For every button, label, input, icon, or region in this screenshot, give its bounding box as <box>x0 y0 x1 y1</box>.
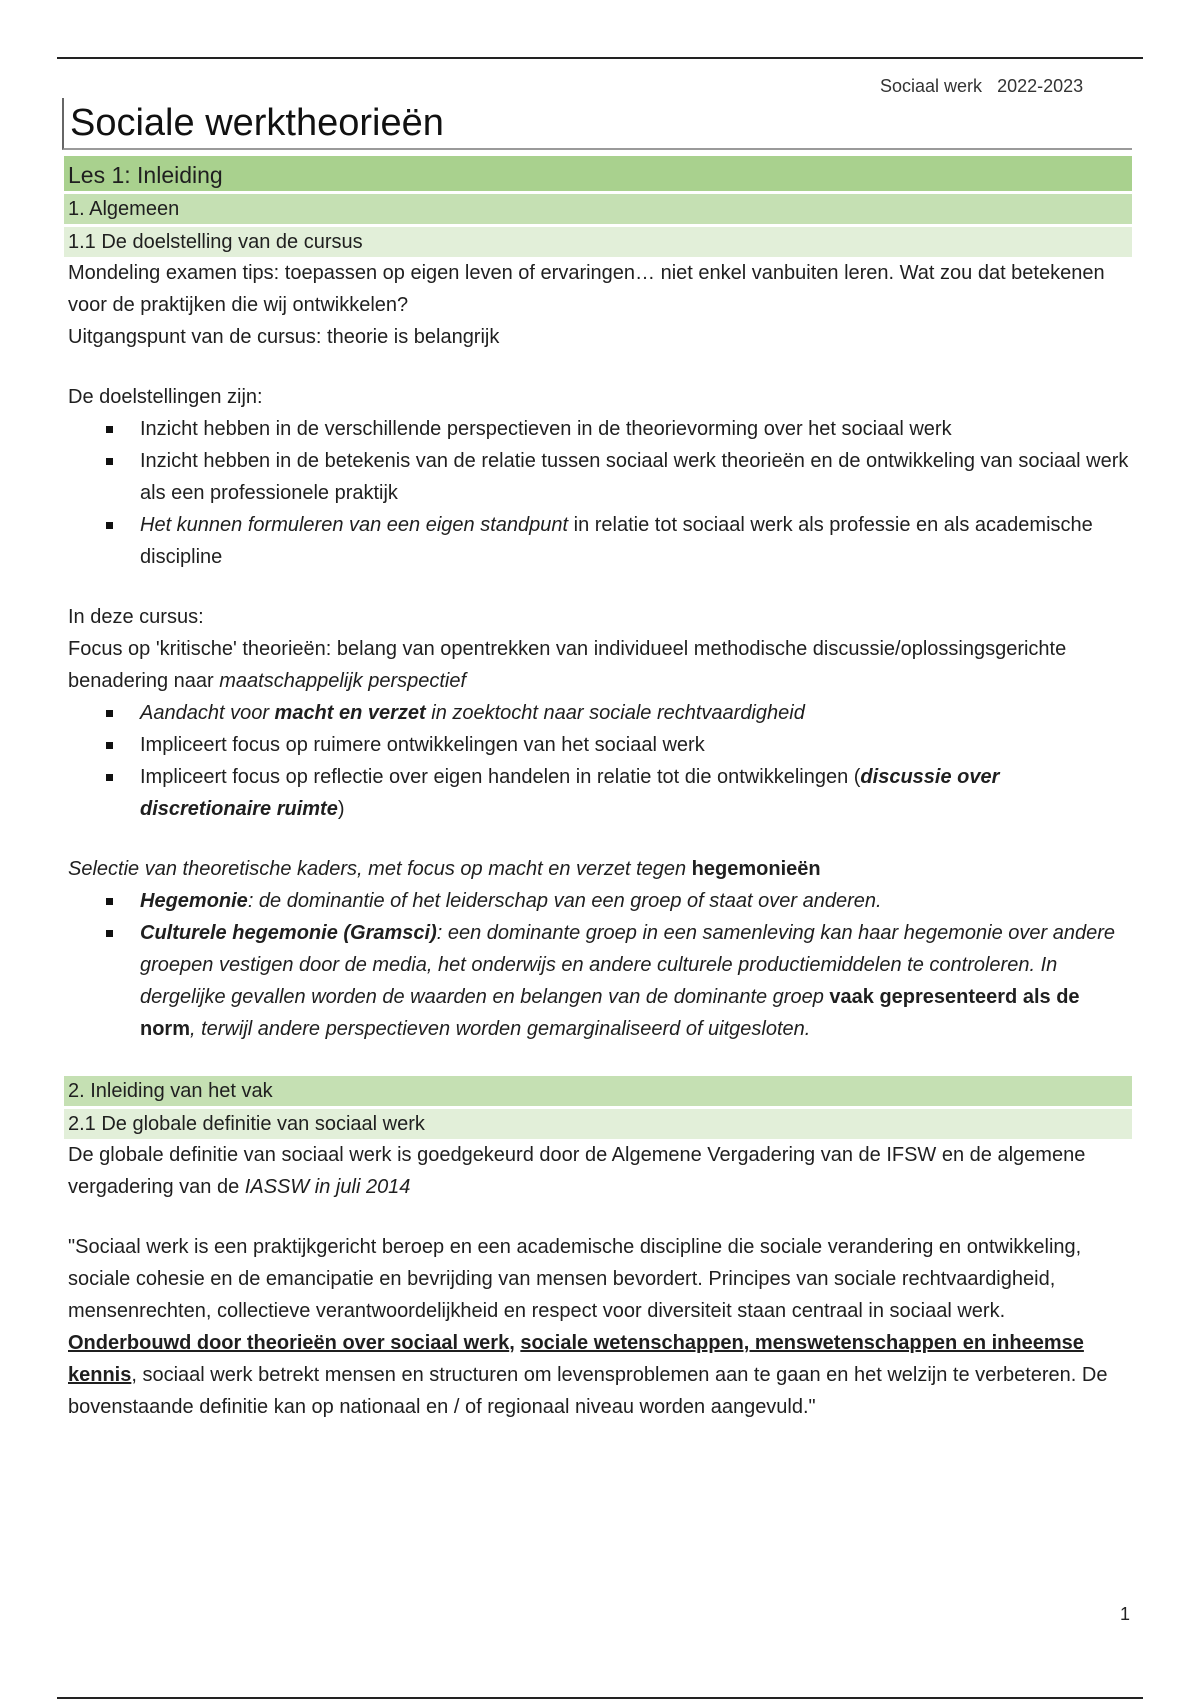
list-item: Inzicht hebben in de verschillende perspectieven in de theorievorming over het sociaal werk <box>140 413 1132 445</box>
cultural-def-bold: vaak gepresenteerd als de norm <box>140 986 1080 1040</box>
document-title: Sociale werktheorieën <box>62 98 1132 150</box>
list-item <box>140 697 1132 729</box>
b1-bold: macht en verzet <box>274 702 426 724</box>
bottom-rule <box>57 1697 1143 1699</box>
section-heading-1: 1. Algemeen <box>64 194 1132 224</box>
quote-text-b: , sociaal werk betrekt mensen en structuren om levensproblemen aan te gaan en het welzijn te verbeteren. De bovenstaande definitie kan op nationaal en / of regionaal niveau worden aangevuld." <box>68 1364 1108 1418</box>
focus-paragraph <box>68 633 1132 697</box>
running-header <box>880 76 1083 97</box>
hegemony-definition: : de dominantie of het leiderschap van een groep of staat over anderen. <box>247 890 882 912</box>
definition-intro-text: De globale definitie van sociaal werk is goedgekeurd door de Algemene Vergadering van de IFSW en de algemene vergadering van de <box>68 1144 1086 1198</box>
quote-text-a: "Sociaal werk is een praktijkgericht beroep en een academische discipline die sociale verandering en ontwikkeling, sociale cohesie en de emancipatie en bevrijding van mensen bevordert. Principes van sociale rechtvaardigheid, mensenrechten, collectieve verantwoordelijkheid en respect voor diversiteit staan centraal in sociaal werk. <box>68 1236 1082 1322</box>
header-year: 2022-2023 <box>997 76 1084 96</box>
quote-underlined-1: Onderbouwd door theorieën over sociaal werk <box>68 1332 510 1354</box>
top-rule <box>57 57 1143 59</box>
selection-paragraph <box>68 853 1132 885</box>
exam-tips-paragraph: Mondeling examen tips: toepassen op eigen leven of ervaringen… niet enkel vanbuiten leren. Wat zou dat betekenen voor de praktijken die wij ontwikkelen? <box>68 262 1105 316</box>
goals-intro: De doelstellingen zijn: <box>68 386 263 408</box>
list-item: Impliceert focus op ruimere ontwikkelingen van het sociaal werk <box>140 729 1132 761</box>
b3-text-a: Impliceert focus op reflectie over eigen handelen in relatie tot die ontwikkelingen ( <box>140 766 861 788</box>
hegemony-list <box>68 885 1132 1045</box>
focus-emphasis: maatschappelijk perspectief <box>219 670 467 692</box>
definition-intro-paragraph <box>68 1139 1132 1203</box>
cultural-def-a: : een dominante groep in een samenleving kan haar hegemonie over andere groepen vestigen door de media, het onderwijs en andere culturele productiemiddelen te controleren. In dergelijke gevallen worden de waarden en belangen van de dominante groep <box>140 922 1115 1008</box>
definition-intro-emphasis: IASSW in juli 2014 <box>244 1176 411 1198</box>
list-item <box>140 885 1132 917</box>
goal3-text: in relatie tot sociaal werk als professie en als academische discipline <box>140 514 1093 568</box>
starting-point-paragraph: Uitgangspunt van de cursus: theorie is belangrijk <box>68 326 500 348</box>
page-content <box>68 98 1132 1423</box>
cultural-hegemony-term: Culturele hegemonie (Gramsci) <box>140 922 437 944</box>
lesson-heading: Les 1: Inleiding <box>64 156 1132 191</box>
hegemony-term: Hegemonie <box>140 890 248 912</box>
list-item <box>140 917 1132 1045</box>
subsection-heading-1-1: 1.1 De doelstelling van de cursus <box>64 227 1132 257</box>
b1-text-c: in zoektocht naar sociale rechtvaardigheid <box>425 702 805 724</box>
focus-list <box>68 697 1132 825</box>
goals-list <box>68 413 1132 573</box>
list-item <box>140 509 1132 573</box>
course-intro: In deze cursus: <box>68 606 204 628</box>
b3-text-c: ) <box>337 798 345 820</box>
definition-quote <box>68 1231 1132 1423</box>
section-heading-2: 2. Inleiding van het vak <box>64 1076 1132 1106</box>
header-course: Sociaal werk <box>880 76 983 96</box>
quote-separator: , <box>509 1332 521 1354</box>
list-item: Inzicht hebben in de betekenis van de relatie tussen sociaal werk theorieën en de ontwikkeling van sociaal werk als een professionele praktijk <box>140 445 1132 509</box>
focus-text: Focus op 'kritische' theorieën: belang van opentrekken van individueel methodische discussie/oplossingsgerichte benadering naar <box>68 638 1067 692</box>
list-item <box>140 761 1132 825</box>
page-number: 1 <box>1120 1604 1131 1624</box>
cultural-def-c: , terwijl andere perspectieven worden gemarginaliseerd of uitgesloten. <box>190 1018 811 1040</box>
goal3-emphasis: Het kunnen formuleren van een eigen standpunt <box>140 514 569 536</box>
selection-bold: hegemonieën <box>691 858 821 880</box>
subsection-heading-2-1: 2.1 De globale definitie van sociaal werk <box>64 1109 1132 1139</box>
selection-text: Selectie van theoretische kaders, met focus op macht en verzet tegen <box>68 858 692 880</box>
b1-text-a: Aandacht voor <box>140 702 275 724</box>
b3-bold: discussie over discretionaire ruimte <box>140 766 1000 820</box>
quote-underlined-2: sociale wetenschappen, menswetenschappen en inheemse kennis <box>68 1332 1084 1386</box>
